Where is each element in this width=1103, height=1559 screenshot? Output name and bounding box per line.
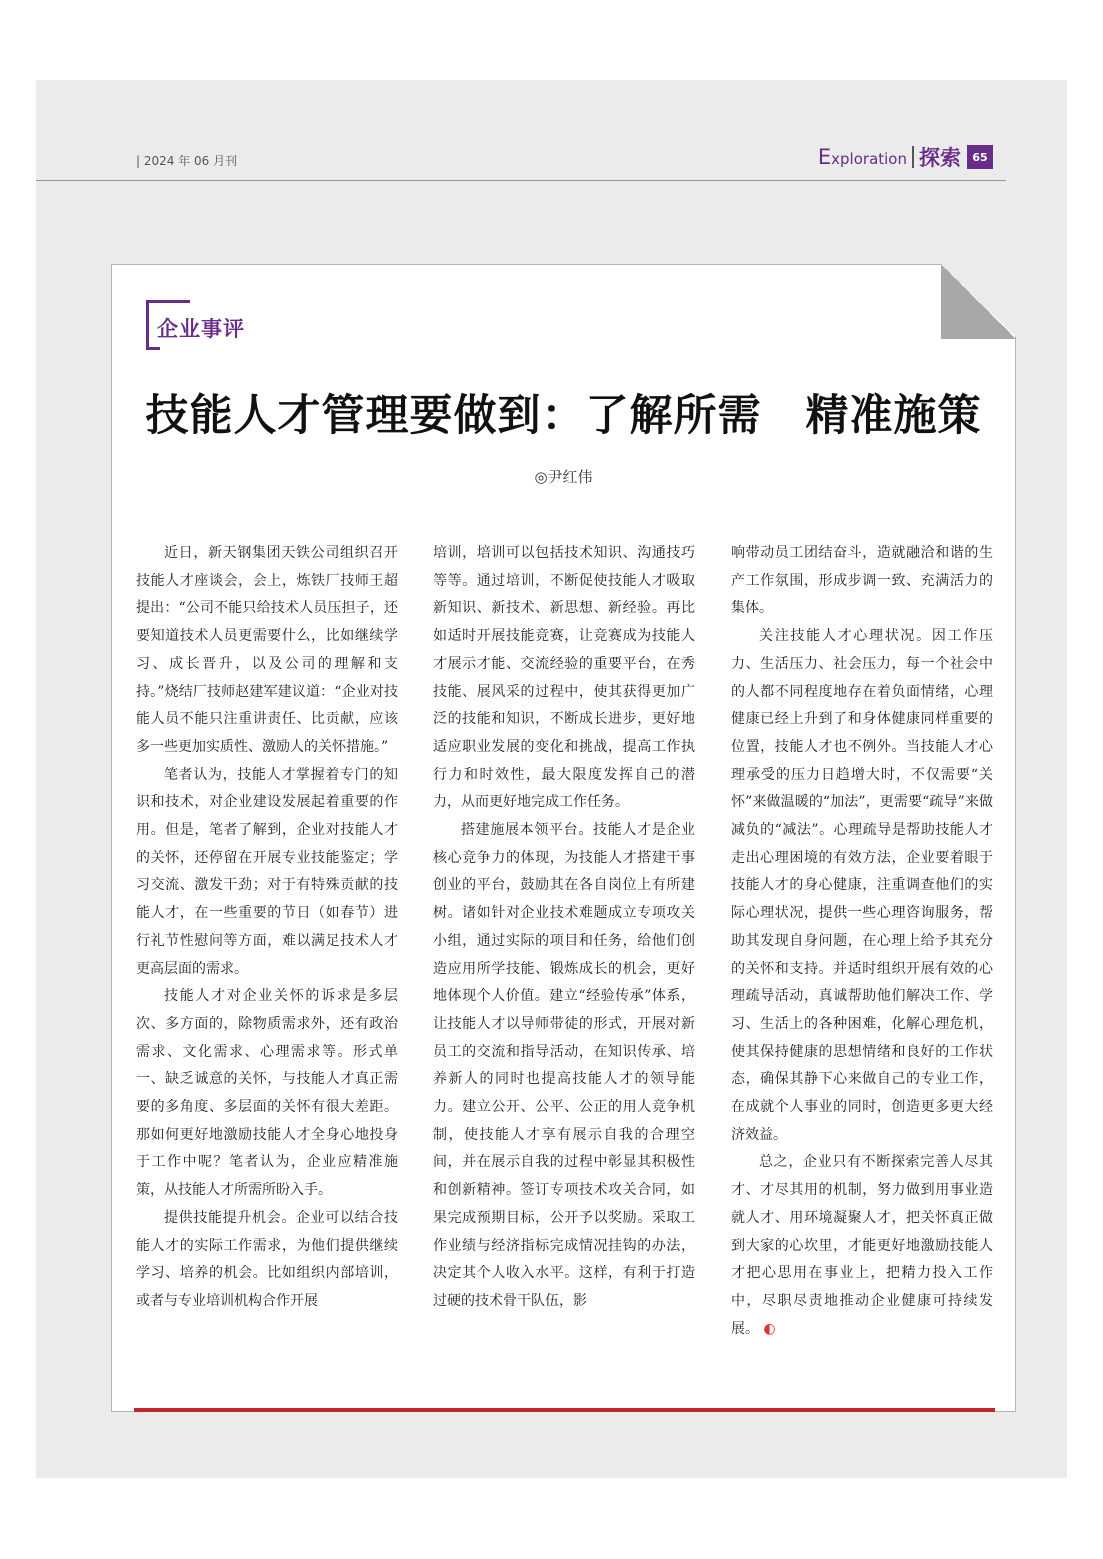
end-mark-icon: ◐ xyxy=(763,1320,776,1337)
header-divider xyxy=(36,180,1006,181)
text-column-3 xyxy=(731,540,993,1343)
text-column-1 xyxy=(136,540,398,1316)
header-separator xyxy=(912,146,914,168)
tag-bracket-bottom xyxy=(146,347,160,350)
section-header xyxy=(818,142,993,172)
column-tag-label: 企业事评 xyxy=(157,317,245,341)
section-name-en: Exploration xyxy=(817,145,907,169)
text-column-2 xyxy=(433,540,695,1316)
footer-rule xyxy=(134,1408,995,1412)
author: ◎尹红伟 xyxy=(534,468,593,486)
paragraph: 关注技能人才心理状况。因工作压力、生活压力、社会压力，每一个社会中的人都不同程度地存在着负面情绪，心理健康已经上升到了和身体健康同样重要的位置，技能人才也不例外。当技能人才心理承受的压力日趋增大时，不仅需要“关怀”来做温暖的“加法”，更需要“疏导”来做减负的“减法”。心理疏导是帮助技能人才走出心理困境的有效方法，企业要着眼于技能人才的身心健康，注重调查他们的实际心理状况，提供一些心理咨询服务，帮助其发现自身问题，在心理上给予其充分的关怀和支持。并适时组织开展有效的心理疏导活动，真诚帮助他们解决工作、学习、生活上的各种困难，化解心理危机，使其保持健康的思想情绪和良好的工作状态，确保其静下心来做自己的专业工作，在成就个人事业的同时，创造更多更大经济效益。 xyxy=(731,628,993,1143)
paragraph: 响带动员工团结奋斗，造就融洽和谐的生产工作氛围，形成步调一致、充满活力的集体。 xyxy=(731,545,993,617)
column-tag xyxy=(146,300,245,350)
paragraph-text: 总之，企业只有不断探索完善人尽其才、才尽其用的机制，努力做到用事业造就人才、用环境凝聚人才，把关怀真正做到大家的心坎里，才能更好地激励技能人才把心思用在事业上，把精力投入工作中，尽职尽责地推动企业健康可持续发展。 xyxy=(731,1154,993,1337)
section-name-cn: 探索 xyxy=(919,146,961,170)
paragraph xyxy=(731,1149,993,1343)
page-number: 65 xyxy=(967,145,993,169)
paragraph: 笔者认为，技能人才掌握着专门的知识和技术，对企业建设发展起着重要的作用。但是，笔者了解到，企业对技能人才的关怀，还停留在开展专业技能鉴定；学习交流、激发干劲；对于有特殊贡献的技能人才，在一些重要的节日（如春节）进行礼节性慰问等方面，难以满足技术人才更高层面的需求。 xyxy=(136,766,398,977)
paragraph: 提供技能提升机会。企业可以结合技能人才的实际工作需求，为他们提供继续学习、培养的机会。比如组织内部培训，或者与专业培训机构合作开展 xyxy=(136,1209,398,1309)
issue-date: | 2024 年 06 月刊 xyxy=(136,154,238,168)
paragraph: 近日，新天钢集团天铁公司组织召开技能人才座谈会，会上，炼铁厂技师王超提出：“公司不能只给技术人员压担子，还要知道技术人员更需要什么，比如继续学习、成长晋升，以及公司的理解和支持。”烧结厂技师赵建军建议道：“企业对技能人员不能只注重讲责任、比贡献，应该多一些更加实质性、激励人的关怀措施。” xyxy=(136,545,398,755)
page-fold-corner xyxy=(941,264,1016,339)
paragraph: 培训，培训可以包括技术知识、沟通技巧等等。通过培训，不断促使技能人才吸取新知识、新技术、新思想、新经验。再比如适时开展技能竞赛，让竞赛成为技能人才展示才能、交流经验的重要平台，在秀技能、展风采的过程中，使其获得更加广泛的技能和知识，不断成长进步，更好地适应职业发展的变化和挑战，提高工作执行力和时效性，最大限度发挥自己的潜力，从而更好地完成工作任务。 xyxy=(433,545,695,811)
paragraph: 搭建施展本领平台。技能人才是企业核心竞争力的体现，为技能人才搭建干事创业的平台，鼓励其在各自岗位上有所建树。诸如针对企业技术难题成立专项攻关小组，通过实际的项目和任务，给他们创造应用所学技能、锻炼成长的机会，更好地体现个人价值。建立“经验传承”体系，让技能人才以导师带徒的形式，开展对新员工的交流和指导活动，在知识传承、培养新人的同时也提高技能人才的领导能力。建立公开、公平、公正的用人竞争机制，使技能人才享有展示自我的合理空间，并在展示自我的过程中彰显其积极性和创新精神。签订专项技术攻关合同，如果完成预期目标，公开予以奖励。采取工作业绩与经济指标完成情况挂钩的办法，决定其个人收入水平。这样，有利于打造过硬的技术骨干队伍，影 xyxy=(433,822,695,1309)
article-title: 技能人才管理要做到：了解所需 精准施策 xyxy=(145,391,982,441)
paragraph: 技能人才对企业关怀的诉求是多层次、多方面的，除物质需求外，还有政治需求、文化需求、心理需求等。形式单一、缺乏诚意的关怀，与技能人才真正需要的多角度、多层面的关怀有很大差距。那如何更好地激励技能人才全身心地投身于工作中呢？笔者认为，企业应精准施策，从技能人才所需所盼入手。 xyxy=(136,988,398,1199)
